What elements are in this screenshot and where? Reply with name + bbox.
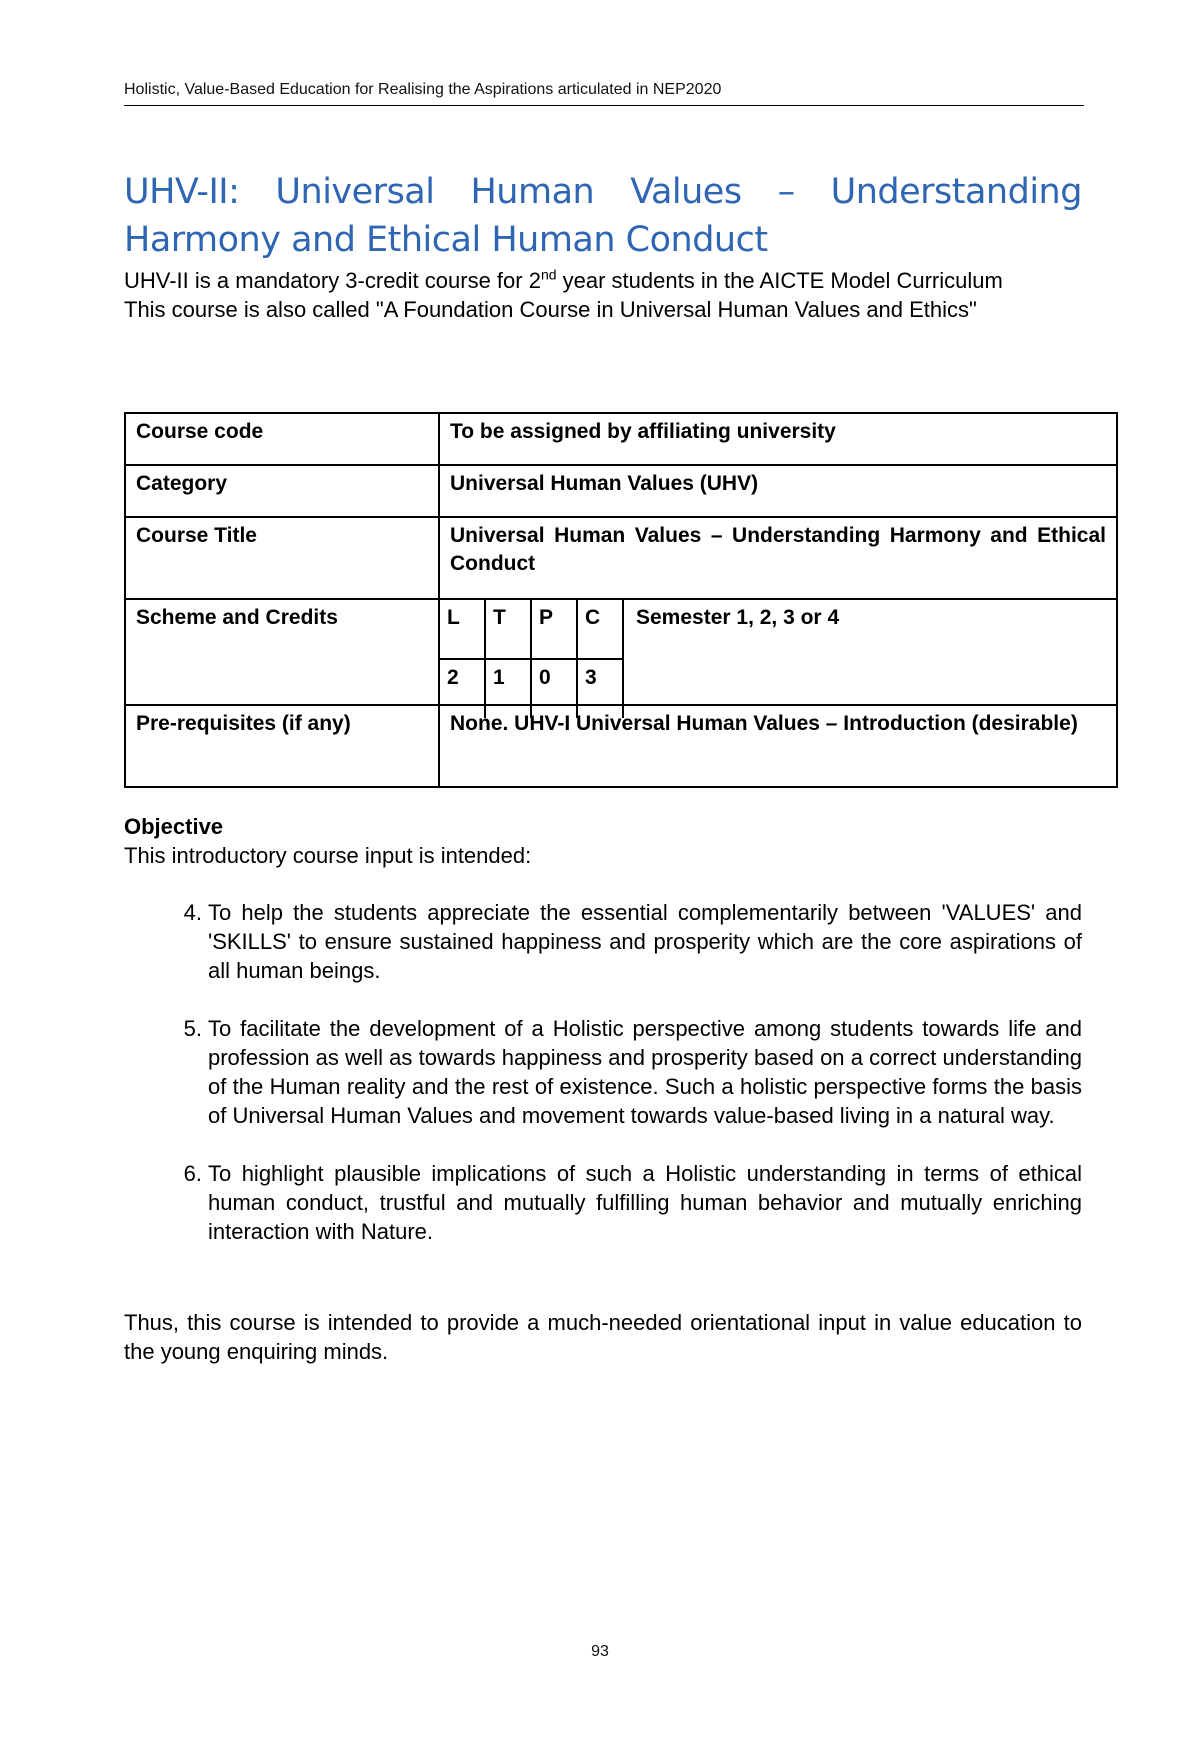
title-word: – (777, 172, 795, 212)
table-row (125, 705, 1117, 787)
intro-text-part: year students in the AICTE Model Curriculum (556, 268, 1003, 293)
running-header: Holistic, Value-Based Education for Realising the Aspirations articulated in NEP2020 (124, 80, 1084, 106)
course-code-label: Course code (125, 413, 439, 465)
intro-paragraph-1 (124, 266, 1082, 295)
list-number: 6. (183, 1161, 202, 1186)
title-line-1 (124, 168, 1082, 216)
list-item (124, 1014, 1082, 1130)
ltpc-value: 1 (485, 659, 531, 718)
list-text: To facilitate the development of a Holistic perspective among students towards life and profession as well as towards happiness and prosperity based on a correct understanding of the Human reality and the rest of existence. Such a holistic perspective forms the basis of Universal Human Values and movement towards value-based living in a natural way. (208, 1016, 1082, 1128)
semester-text: Semester 1, 2, 3 or 4 (636, 606, 840, 629)
ltpc-header: C (577, 600, 623, 659)
title-word: Values (630, 172, 742, 212)
page-title (124, 168, 1082, 264)
title-line-2: Harmony and Ethical Human Conduct (124, 220, 768, 260)
category-value: Universal Human Values (UHV) (439, 465, 1117, 517)
course-title-label: Course Title (125, 517, 439, 599)
course-code-value: To be assigned by affiliating university (439, 413, 1117, 465)
course-details-table (124, 412, 1118, 788)
intro-paragraph-2: This course is also called "A Foundation Course in Universal Human Values and Ethics" (124, 297, 977, 322)
list-text: To highlight plausible implications of such a Holistic understanding in terms of ethical human conduct, trustful and mutually fulfilling human behavior and mutually enriching interaction with Nature. (208, 1161, 1082, 1244)
scheme-cell (439, 599, 1117, 705)
table-row (125, 517, 1117, 599)
table-row (125, 413, 1117, 465)
ltpc-value: 3 (577, 659, 623, 718)
objective-lead: This introductory course input is intended: (124, 843, 532, 868)
page-number: 93 (591, 1643, 609, 1660)
list-item (124, 898, 1082, 985)
title-word: Universal (275, 172, 435, 212)
objective-heading: Objective (124, 814, 224, 839)
list-number: 4. (183, 900, 202, 925)
title-word: Understanding (830, 172, 1082, 212)
ltpc-value: 2 (440, 659, 485, 718)
ltpc-value: 0 (531, 659, 577, 718)
objective-section (124, 812, 1082, 870)
course-title-value: Universal Human Values – Understanding Harmony and Ethical Conduct (439, 517, 1117, 599)
title-word: Human (470, 172, 595, 212)
table-row (125, 465, 1117, 517)
list-item (124, 1159, 1082, 1246)
ltpc-header: T (485, 600, 531, 659)
scheme-label: Scheme and Credits (125, 599, 439, 705)
ltpc-header: L (440, 600, 485, 659)
prerequisites-label: Pre-requisites (if any) (125, 705, 439, 787)
list-number: 5. (183, 1016, 202, 1041)
conclusion-paragraph: Thus, this course is intended to provide a much-needed orientational input in value education to the young enquiring minds. (124, 1310, 1082, 1364)
ordinal-suffix: nd (540, 266, 557, 283)
ltpc-header-row (440, 600, 623, 659)
list-text: To help the students appreciate the essential complementarily between 'VALUES' and 'SKILLS' to ensure sustained happiness and prosperity which are the core aspirations of all human beings. (208, 900, 1082, 983)
title-word: UHV-II: (124, 172, 240, 212)
prerequisites-value: None. UHV-I Universal Human Values – Introduction (desirable) (439, 705, 1117, 787)
ltpc-header: P (531, 600, 577, 659)
category-label: Category (125, 465, 439, 517)
table-row (125, 599, 1117, 705)
intro-text-part: UHV-II is a mandatory 3-credit course for 2 (124, 268, 541, 293)
objective-list (124, 898, 1082, 1275)
intro-text (124, 266, 1082, 324)
ltpc-table (440, 600, 624, 718)
